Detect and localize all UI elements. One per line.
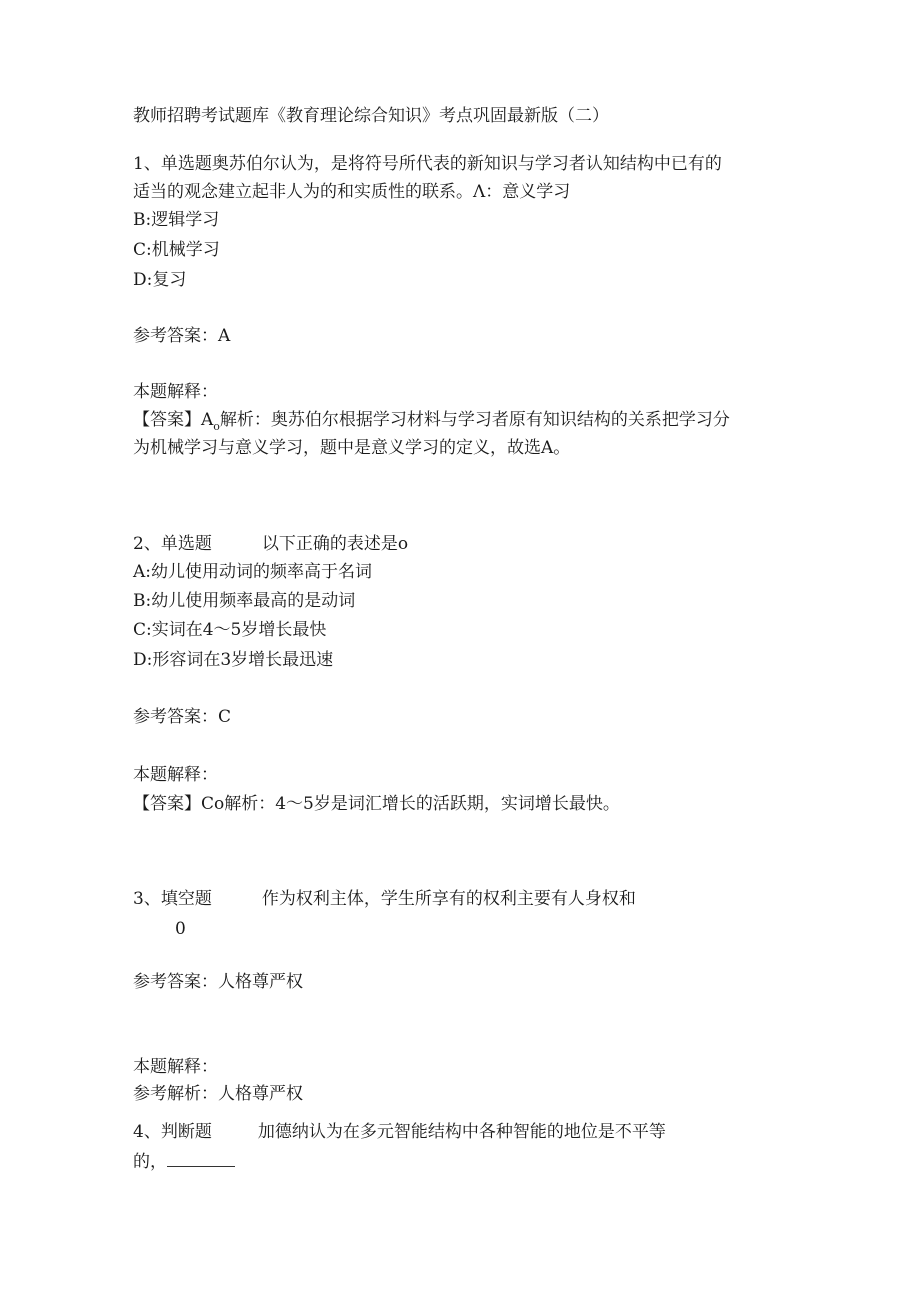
- q2-option-a: A:幼儿使用动词的频率高于名词: [133, 562, 373, 582]
- q2-stem: 2、单选题 以下正确的表述是o: [133, 534, 409, 554]
- q1-answer: 参考答案：A: [133, 326, 231, 346]
- q2-option-d: D:形容词在3岁增长最迅速: [133, 650, 334, 670]
- q3-answer: 参考答案：人格尊严权: [133, 972, 303, 992]
- q3-explain: 参考解析：人格尊严权: [133, 1084, 303, 1104]
- q2-option-c: C:实词在4～5岁增长最快: [133, 620, 327, 640]
- q1-explain-label: 本题解释：: [133, 382, 218, 402]
- q1-option-d: D:复习: [133, 270, 187, 290]
- q4-stem: 4、判断题 加德纳认为在多元智能结构中各种智能的地位是不平等: [133, 1122, 666, 1142]
- q1-option-c: C:机械学习: [133, 240, 220, 260]
- page-title: 教师招聘考试题库《教育理论综合知识》考点巩固最新版（二）: [133, 106, 609, 126]
- q1-explain-line2: 为机械学习与意义学习，题中是意义学习的定义，故选A。: [133, 438, 571, 458]
- q1-stem-line2: 适当的观念建立起非人为的和实质性的联系。Λ：意义学习: [133, 182, 571, 202]
- q2-explain-label: 本题解释：: [133, 765, 218, 785]
- q3-stem: 3、填空题 作为权利主体，学生所享有的权利主要有人身权和: [133, 889, 636, 909]
- q4-answer-blank: [167, 1152, 235, 1167]
- q1-explain-line1: 【答案】$A_o$解析：奥苏伯尔根据学习材料与学习者原有知识结构的关系把学习分: [133, 410, 730, 433]
- q2-answer: 参考答案：C: [133, 707, 232, 727]
- q1-stem-line1: 1、单选题奥苏伯尔认为，是将符号所代表的新知识与学习者认知结构中已有的: [133, 154, 722, 174]
- q1-option-b: B:逻辑学习: [133, 210, 220, 230]
- q2-option-b: B:幼儿使用频率最高的是动词: [133, 591, 356, 611]
- q4-stem-cont: 的，: [133, 1150, 235, 1174]
- q2-explain: 【答案】Co解析：4～5岁是词汇增长的活跃期，实词增长最快。: [133, 794, 620, 814]
- q3-explain-label: 本题解释：: [133, 1057, 218, 1077]
- q3-stem-cont: 0: [175, 919, 186, 939]
